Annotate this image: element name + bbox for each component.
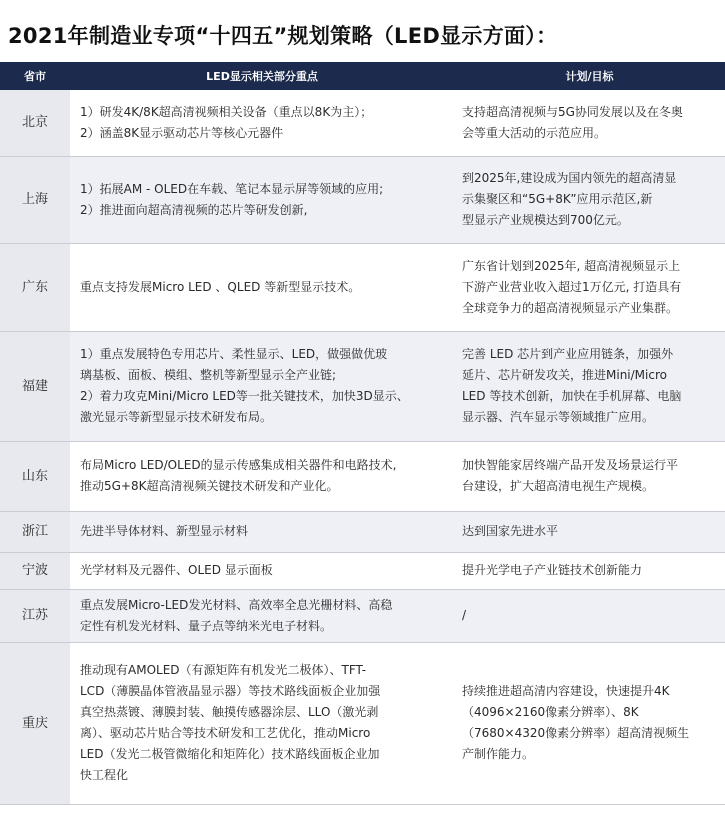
header-province: 省市 [0,62,70,90]
plan-cell [454,552,725,589]
focus-line: 2）涵盖8K显示驱动芯片等核心元器件 [80,125,284,140]
province-cell: 广东 [0,243,70,331]
plan-cell [454,90,725,156]
focus-line: 1）研发4K/8K超高清视频相关设备（重点以8K为主）； [80,104,373,119]
plan-line: 会等重大活动的示范应用。 [462,125,607,140]
strategy-table [0,62,725,805]
table-row [0,552,725,589]
focus-line: 2）推进面向超高清视频的芯片等研发创新, [80,202,308,217]
table-row [0,331,725,441]
focus-line: 定性有机发光材料、量子点等纳米光电子材料。 [80,618,333,633]
plan-line: 型显示产业规模达到700亿元。 [462,213,629,227]
table-row [0,441,725,511]
plan-line: LED 等技术创新，加快在手机屏幕、电脑 [462,389,682,403]
focus-cell [70,90,454,156]
table-row [0,243,725,331]
header-plan: 计划/目标 [454,62,725,90]
plan-cell [454,243,725,331]
province-cell: 福建 [0,331,70,441]
plan-line: 产制作能力。 [462,747,535,761]
focus-cell [70,552,454,589]
focus-cell [70,511,454,552]
province-cell: 江苏 [0,589,70,642]
plan-cell [454,642,725,804]
plan-line: 广东省计划到2025年, 超高清视频显示上 [462,258,681,273]
plan-line: 示集聚区和“5G+8K”应用示范区,新 [462,192,653,206]
focus-line: LCD（薄膜晶体管液晶显示器）等技术路线面板企业加强 [80,684,381,698]
plan-line: 台建设，扩大超高清电视生产规模。 [462,479,655,493]
focus-line: 2）着力攻克Mini/Micro LED等一批关键技术，加快3D显示、 [80,389,409,403]
plan-line: 延片、芯片研发攻关，推进Mini/Micro [462,368,667,382]
table-row [0,511,725,552]
focus-cell [70,243,454,331]
focus-line: 1）重点发展特色专用芯片、柔性显示、LED，做强做优玻 [80,347,388,361]
focus-line: LED（发光二极管微缩化和矩阵化）技术路线面板企业加 [80,747,380,761]
table-row [0,156,725,243]
plan-line: 全球竞争力的超高清视频显示产业集群。 [462,300,679,315]
plan-cell [454,156,725,243]
plan-line: 下游产业营业收入超过1万亿元, 打造具有 [462,279,682,294]
page-title: 2021年制造业专项“十四五”规划策略（LED显示方面）： [8,24,558,48]
plan-cell [454,441,725,511]
plan-cell [454,511,725,552]
plan-line: 持续推进超高清内容建设，快速提升4K [462,684,670,698]
focus-cell [70,642,454,804]
plan-line: 达到国家先进水平 [462,524,559,538]
focus-line: 推动现有AMOLED（有源矩阵有机发光二极体）、TFT- [80,663,367,677]
focus-line: 重点支持发展Micro LED 、QLED 等新型显示技术。 [80,279,361,294]
focus-line: 光学材料及元器件、OLED 显示面板 [80,563,273,577]
province-cell: 宁波 [0,552,70,589]
focus-cell [70,331,454,441]
plan-line: （7680×4320像素分辨率）超高清视频生 [462,726,690,740]
plan-line: 显示器、汽车显示等领域推广应用。 [462,410,655,424]
table-row [0,589,725,642]
plan-cell [454,331,725,441]
plan-line: 加快智能家居终端产品开发及场景运行平 [462,458,679,472]
province-cell: 浙江 [0,511,70,552]
focus-line: 激光显示等新型显示技术研发布局。 [80,410,273,424]
plan-line: 提升光学电子产业链技术创新能力 [462,563,643,577]
table-row [0,642,725,804]
focus-cell [70,441,454,511]
plan-line: 完善 LED 芯片到产业应用链条，加强外 [462,347,674,361]
focus-line: 真空热蒸镀、薄膜封装、触摸传感器涂层、LLO（激光剥 [80,705,379,719]
plan-line: 支持超高清视频与5G协同发展以及在冬奥 [462,104,683,119]
province-cell: 重庆 [0,642,70,804]
plan-line: 到2025年,建设成为国内领先的超高清显 [462,171,677,185]
focus-cell [70,589,454,642]
plan-cell [454,589,725,642]
focus-line: 重点发展Micro-LED发光材料、高效率全息光栅材料、高稳 [80,597,393,612]
table-header-row [0,62,725,90]
focus-line: 璃基板、面板、模组、整机等新型显示全产业链; [80,368,337,382]
focus-line: 推动5G+8K超高清视频关键技术研发和产业化。 [80,479,339,493]
focus-line: 先进半导体材料、新型显示材料 [80,524,249,538]
focus-line: 离）、驱动芯片贴合等技术研发和工艺优化，推动Micro [80,726,371,740]
focus-cell [70,156,454,243]
province-cell: 北京 [0,90,70,156]
plan-line: （4096×2160像素分辨率）、8K [462,705,639,719]
province-cell: 山东 [0,441,70,511]
table-row [0,90,725,156]
plan-line: / [462,608,467,622]
header-focus: LED显示相关部分重点 [70,62,454,90]
focus-line: 布局Micro LED/OLED的显示传感集成相关器件和电路技术, [80,458,397,472]
province-cell: 上海 [0,156,70,243]
focus-line: 1）拓展AM - OLED在车载、笔记本显示屏等领域的应用; [80,181,384,196]
focus-line: 快工程化 [80,768,129,782]
